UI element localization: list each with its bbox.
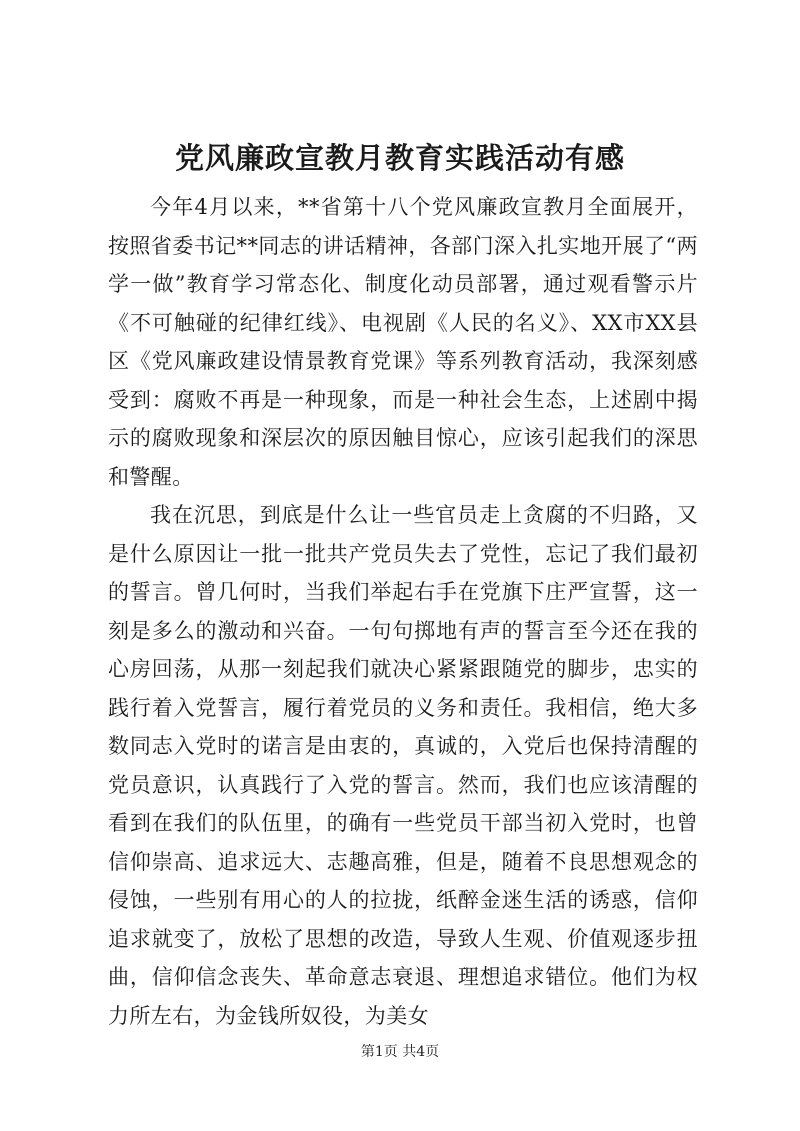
document-body [108,188,698,1035]
page-number-footer: 第1页 共4页 [360,1044,440,1060]
paragraph: 今年4月以来，**省第十八个党风廉政宣教月全面展开，按照省委书记**同志的讲话精神，各部门深入扎实地开展了“两学一做”教育学习常态化、制度化动员部署，通过观看警示片《不可触碰的纪律红线》、电视剧《人民的名义》、XX市XX县区《党风廉政建设情景教育党课》等系列教育活动，我深刻感受到：腐败不再是一种现象，而是一种社会生态，上述剧中揭示的腐败现象和深层次的原因触目惊心，应该引起我们的深思和警醒。 [108,195,698,489]
paragraph: 我在沉思，到底是什么让一些官员走上贪腐的不归路，又是什么原因让一批一批共产党员失去了党性，忘记了我们最初的誓言。曾几何时，当我们举起右手在党旗下庄严宣誓，这一刻是多么的激动和兴奋。一句句掷地有声的誓言至今还在我的心房回荡，从那一刻起我们就决心紧紧跟随党的脚步，忠实的践行着入党誓言，履行着党员的义务和责任。我相信，绝大多数同志入党时的诺言是由衷的，真诚的，入党后也保持清醒的党员意识，认真践行了入党的誓言。然而，我们也应该清醒的看到在我们的队伍里，的确有一些党员干部当初入党时，也曾信仰崇高、追求远大、志趣高雅，但是，随着不良思想观念的侵蚀，一些别有用心的人的拉拢，纸醉金迷生活的诱惑，信仰追求就变了，放松了思想的改造，导致人生观、价值观逐步扭曲，信仰信念丧失、革命意志衰退、理想追求错位。他们为权力所左右，为金钱所奴役，为美女 [108,503,698,1028]
document-title: 党风廉政宣教月教育实践活动有感 [174,141,625,175]
